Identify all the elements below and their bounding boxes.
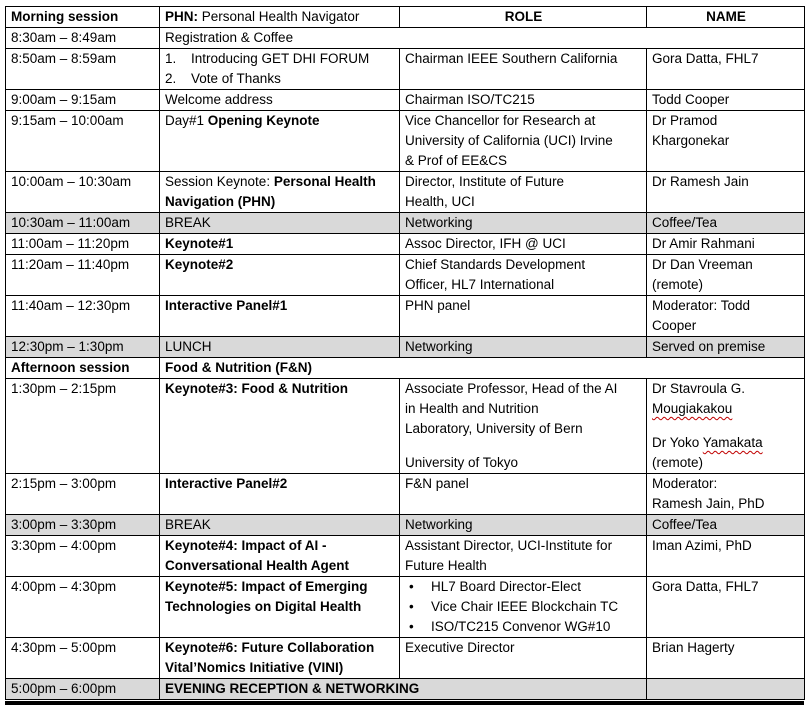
role-cell: Executive Director [400,638,647,679]
topic-cell: Interactive Panel#1 [160,296,400,337]
topic-cell: LUNCH [160,337,400,358]
table-row [6,234,805,255]
topic-cell: Keynote#6: Future Collaboration Vital’Nomics Initiative (VINI) [160,638,400,679]
break-row [6,213,805,234]
role-cell: Chairman IEEE Southern California [400,49,647,90]
break-row [6,515,805,536]
table-row [6,536,805,577]
time-cell: 4:00pm – 4:30pm [6,577,160,638]
name-cell: Served on premise [647,337,805,358]
name-cell: Coffee/Tea [647,515,805,536]
lunch-row [6,337,805,358]
time-cell: 11:20am – 11:40pm [6,255,160,296]
reception-row [6,679,805,700]
time-cell: 4:30pm – 5:00pm [6,638,160,679]
topic-cell: Keynote#5: Impact of Emerging Technologies on Digital Health [160,577,400,638]
table-row [6,296,805,337]
role-cell: Chairman ISO/TC215 [400,90,647,111]
session-label: Afternoon session [6,358,160,379]
table-row [6,255,805,296]
time-cell: 8:50am – 8:59am [6,49,160,90]
name-cell: Dr Amir Rahmani [647,234,805,255]
role-cell: Networking [400,515,647,536]
role-cell: Assoc Director, IFH @ UCI [400,234,647,255]
name-cell: Gora Datta, FHL7 [647,577,805,638]
time-cell: 10:30am – 11:00am [6,213,160,234]
role-cell: Networking [400,337,647,358]
bullet-icon: • [409,599,414,614]
role-cell: • HL7 Board Director-Elect • Vice Chair IEEE Blockchain TC • ISO/TC215 Convenor WG#10 [400,577,647,638]
bullet-icon: • [409,619,414,634]
time-cell: 5:00pm – 6:00pm [6,679,160,700]
table-row [6,28,805,49]
table-bottom-border [5,701,804,705]
role-cell: Associate Professor, Head of the AI in Health and Nutrition Laboratory, University of Bern University of Tokyo [400,379,647,474]
time-cell: 10:00am – 10:30am [6,172,160,213]
topic-cell: Keynote#4: Impact of AI - Conversational Health Agent [160,536,400,577]
role-cell: F&N panel [400,474,647,515]
name-cell: Dr Stavroula G. Mougiakakou Dr Yoko Yamakata (remote) [647,379,805,474]
table-row [6,111,805,172]
name-cell: Todd Cooper [647,90,805,111]
table-row [6,379,805,474]
time-cell: 9:15am – 10:00am [6,111,160,172]
table-row [6,638,805,679]
role-cell: Vice Chancellor for Research at University of California (UCI) Irvine & Prof of EE&CS [400,111,647,172]
time-cell: 11:40am – 12:30pm [6,296,160,337]
role-cell: Director, Institute of Future Health, UCI [400,172,647,213]
table-row [6,90,805,111]
topic-cell: Day#1 Opening Keynote [160,111,400,172]
session-header-row [6,358,805,379]
name-cell: Dr Ramesh Jain [647,172,805,213]
session-label: Morning session [6,7,160,28]
name-cell: Dr Dan Vreeman (remote) [647,255,805,296]
topic-cell: Keynote#1 [160,234,400,255]
topic-cell: Session Keynote: Personal Health Navigation (PHN) [160,172,400,213]
topic-cell: Interactive Panel#2 [160,474,400,515]
table-row [6,474,805,515]
name-cell: Coffee/Tea [647,213,805,234]
track-title: PHN: Personal Health Navigator [160,7,400,28]
name-cell: Moderator: Ramesh Jain, PhD [647,474,805,515]
time-cell: 9:00am – 9:15am [6,90,160,111]
table-row [6,49,805,90]
time-cell: 12:30pm – 1:30pm [6,337,160,358]
time-cell: 1:30pm – 2:15pm [6,379,160,474]
table-row [6,577,805,638]
role-column-header: ROLE [400,7,647,28]
name-cell: Iman Azimi, PhD [647,536,805,577]
time-cell: 2:15pm – 3:00pm [6,474,160,515]
name-cell: Gora Datta, FHL7 [647,49,805,90]
role-cell: Networking [400,213,647,234]
agenda-table [5,6,805,700]
track-title: Food & Nutrition (F&N) [160,358,805,379]
topic-cell: BREAK [160,515,400,536]
time-cell: 3:30pm – 4:00pm [6,536,160,577]
name-cell: Moderator: Todd Cooper [647,296,805,337]
time-cell: 3:00pm – 3:30pm [6,515,160,536]
bullet-icon: • [409,579,414,594]
table-row [6,172,805,213]
topic-cell: Keynote#2 [160,255,400,296]
role-cell: Chief Standards Development Officer, HL7 International [400,255,647,296]
header-row [6,7,805,28]
name-column-header: NAME [647,7,805,28]
topic-cell: Welcome address [160,90,400,111]
name-cell [647,679,805,700]
topic-cell: Registration & Coffee [160,28,805,49]
role-cell: PHN panel [400,296,647,337]
topic-cell: EVENING RECEPTION & NETWORKING [160,679,647,700]
time-cell: 8:30am – 8:49am [6,28,160,49]
name-cell: Brian Hagerty [647,638,805,679]
topic-cell: BREAK [160,213,400,234]
name-cell: Dr Pramod Khargonekar [647,111,805,172]
topic-cell: 1. Introducing GET DHI FORUM 2. Vote of Thanks [160,49,400,90]
topic-cell: Keynote#3: Food & Nutrition [160,379,400,474]
time-cell: 11:00am – 11:20pm [6,234,160,255]
role-cell: Assistant Director, UCI-Institute for Future Health [400,536,647,577]
